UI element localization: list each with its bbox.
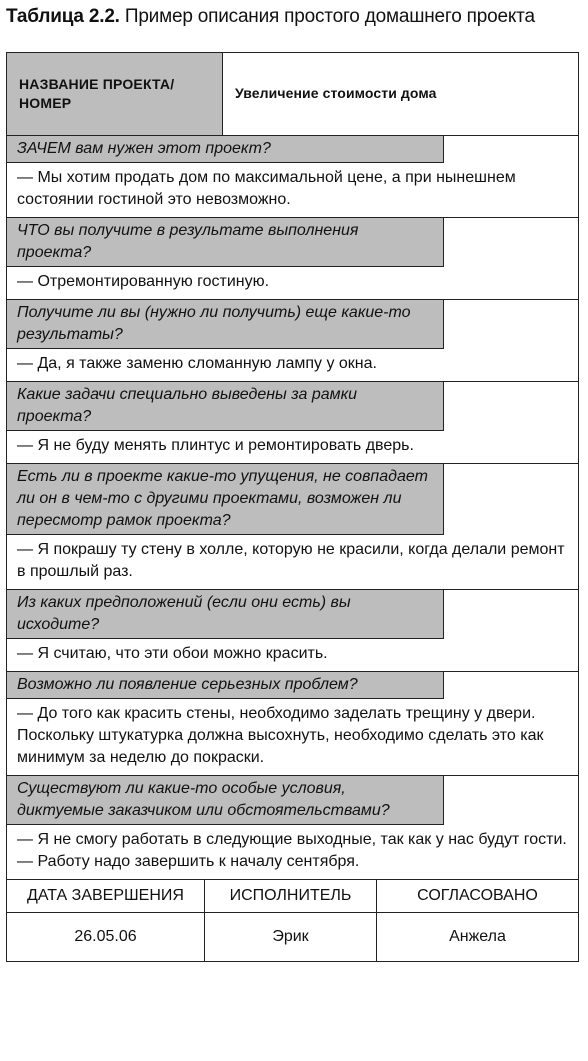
question: Какие задачи специально выведены за рамки проекта? bbox=[7, 382, 444, 431]
question: Есть ли в проекте какие-то упущения, не совпадает ли он в чем-то с другими проектами, возможен ли пересмотр рамок проекта? bbox=[7, 464, 444, 535]
question: Из каких предположений (если они есть) вы исходите? bbox=[7, 590, 444, 639]
answer: — Я не буду менять плинтус и ремонтировать дверь. bbox=[17, 437, 414, 454]
table-caption: Пример описания простого домашнего проекта bbox=[124, 6, 535, 27]
question: Возможно ли появление серьезных проблем? bbox=[7, 672, 444, 699]
executor-header: ИСПОЛНИТЕЛЬ bbox=[205, 880, 377, 912]
section-what bbox=[7, 218, 578, 300]
completion-date-value: 26.05.06 bbox=[7, 913, 205, 961]
approved-value: Анжела bbox=[449, 928, 506, 945]
section-assumptions bbox=[7, 590, 578, 672]
answer: — Я считаю, что эти обои можно красить. bbox=[17, 645, 328, 662]
answer: — Да, я также заменю сломанную лампу у окна. bbox=[17, 355, 377, 372]
section-risks bbox=[7, 672, 578, 776]
table-title bbox=[6, 6, 535, 28]
answer: — Я покрашу ту стену в холле, которую не красили, когда делали ремонт в прошлый раз. bbox=[17, 541, 565, 580]
executor-value: Эрик bbox=[205, 913, 377, 961]
section-conditions bbox=[7, 776, 578, 880]
question: ЗАЧЕМ вам нужен этот проект? bbox=[7, 136, 444, 163]
footer-value-row bbox=[7, 913, 578, 961]
project-table bbox=[6, 52, 579, 962]
footer-header-row bbox=[7, 880, 578, 913]
approved-header: СОГЛАСОВАНО bbox=[417, 887, 538, 904]
answer: — Мы хотим продать дом по максимальной цене, а при нынешнем состоянии гостиной это невозможно. bbox=[17, 169, 516, 208]
answer: — До того как красить стены, необходимо заделать трещину у двери. Поскольку штукатурка должна высохнуть, необходимо сделать это как минимум за неделю до покраски. bbox=[17, 705, 544, 766]
section-out-of-scope bbox=[7, 382, 578, 464]
section-why bbox=[7, 136, 578, 218]
project-name-label: НАЗВАНИЕ ПРОЕКТА/ НОМЕР bbox=[7, 53, 223, 135]
question: ЧТО вы получите в результате выполнения проекта? bbox=[7, 218, 444, 267]
question: Существуют ли какие-то особые условия, диктуемые заказчиком или обстоятельствами? bbox=[7, 776, 444, 825]
section-gaps bbox=[7, 464, 578, 590]
table-number: Таблица 2.2. bbox=[6, 6, 120, 27]
project-name-value: Увеличение стоимости дома bbox=[235, 85, 437, 101]
answer: — Я не смогу работать в следующие выходные, так как у нас будут гости. — Работу надо завершить к началу сентября. bbox=[17, 831, 567, 870]
project-name-row bbox=[7, 53, 578, 136]
section-other-results bbox=[7, 300, 578, 382]
completion-date-header: ДАТА ЗАВЕРШЕНИЯ bbox=[7, 880, 205, 912]
answer: — Отремонтированную гостиную. bbox=[17, 273, 270, 290]
question: Получите ли вы (нужно ли получить) еще какие-то результаты? bbox=[7, 300, 444, 349]
